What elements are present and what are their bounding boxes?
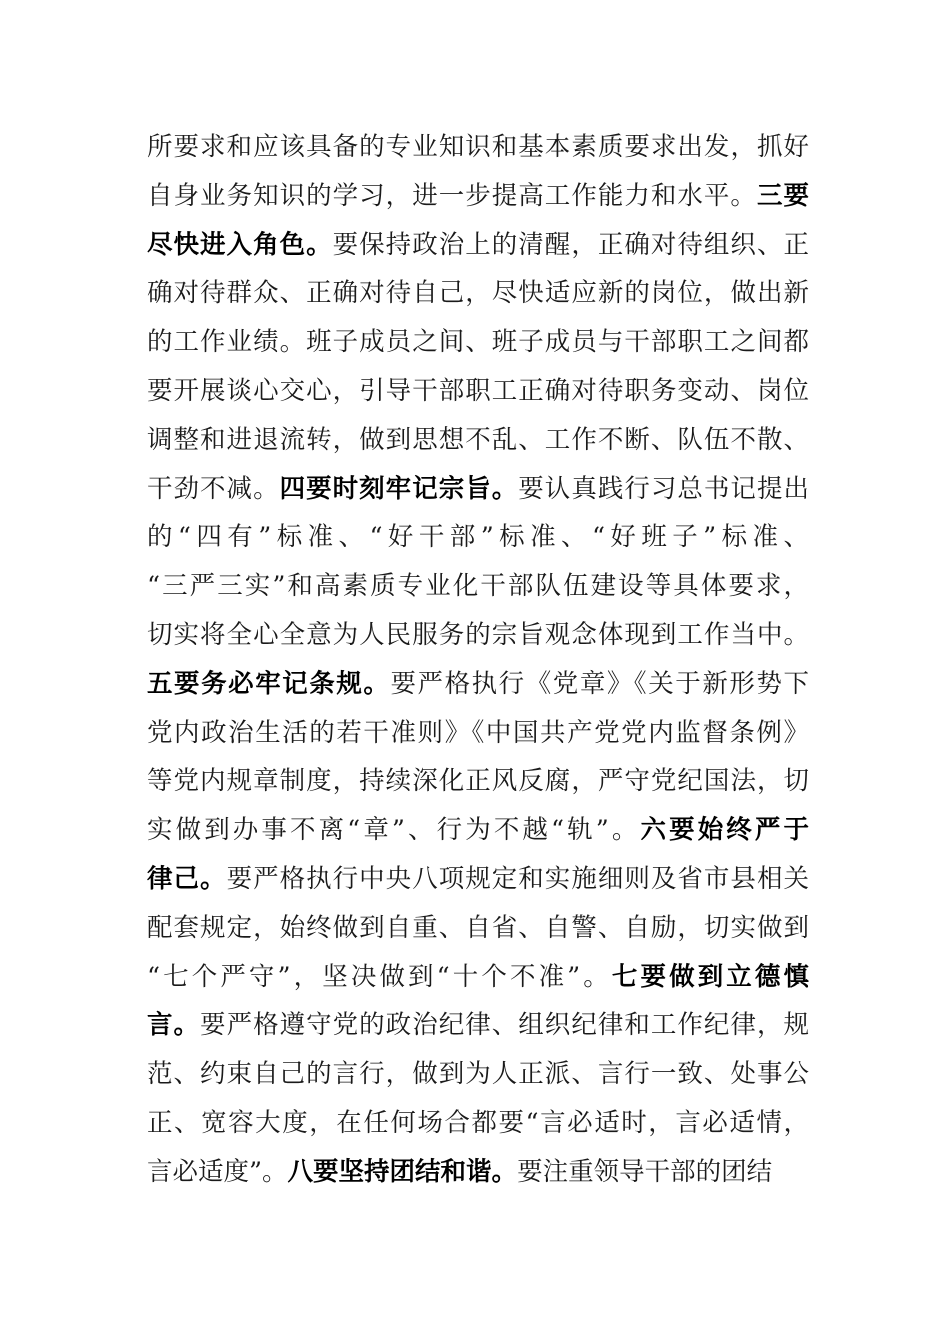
body-text-run: 要严格执行《党章》《关于新形势下 [390,668,809,699]
body-text-run: 配套规定，始终做到自重、自省、自警、自励，切实做到 [147,912,809,943]
text-line [147,562,809,611]
bold-heading-text: 六要始终严于 [640,815,809,846]
bold-heading-text: 四要时刻牢记宗旨。 [279,473,519,504]
text-line [147,757,809,806]
text-line [147,221,809,270]
text-line [147,269,809,318]
text-line [147,611,809,660]
body-text-run: 实做到办事不离“章”、行为不越“轨”。 [147,815,641,846]
body-text-run: 的“四有”标准、“好干部”标准、“好班子”标准、 [147,522,809,553]
body-text-run: 要严格遵守党的政治纪律、组织纪律和工作纪律，规 [200,1010,809,1041]
text-line [147,806,809,855]
body-text-run: “七个严守”，坚决做到“十个不准”。 [147,961,612,992]
text-line [147,123,809,172]
text-line [147,318,809,367]
body-text-run: 范、约束自己的言行，做到为人正派、言行一致、处事公 [147,1059,809,1090]
text-line [147,1148,809,1197]
text-line [147,855,809,904]
text-line [147,904,809,953]
bold-heading-text: 尽快进入角色。 [147,229,333,260]
body-text-run: 正、宽容大度，在任何场合都要“言必适时，言必适情， [147,1107,809,1138]
bold-heading-text: 七要做到立德慎 [611,961,809,992]
body-text-run: 切实将全心全意为人民服务的宗旨观念体现到工作当中。 [147,619,809,650]
body-text-run: 要保持政治上的清醒，正确对待组织、正 [332,229,809,260]
body-text-run: 要开展谈心交心，引导干部职工正确对待职务变动、岗位 [147,375,809,406]
body-text-run: 自身业务知识的学习，进一步提高工作能力和水平。 [147,180,757,211]
text-line [147,1001,809,1050]
body-text [147,123,809,1197]
body-text-run: 的工作业绩。班子成员之间、班子成员与干部职工之间都 [147,327,809,358]
body-text-run: 调整和进退流转，做到思想不乱、工作不断、队伍不散、 [147,424,809,455]
text-line [147,1099,809,1148]
body-text-run: 干劲不减。 [147,473,280,504]
body-text-run: 确对待群众、正确对待自己，尽快适应新的岗位，做出新 [147,278,809,309]
bold-heading-text: 五要务必牢记条规。 [147,668,391,699]
text-line [147,709,809,758]
text-line [147,1050,809,1099]
text-line [147,513,809,562]
body-text-run: 言必适度”。 [147,1156,288,1187]
body-text-run: 要认真践行习总书记提出 [518,473,809,504]
bold-heading-text: 律己。 [147,863,227,894]
body-text-run: 党内政治生活的若干准则》《中国共产党党内监督条例》 [147,717,809,748]
body-text-run: 等党内规章制度，持续深化正风反腐，严守党纪国法，切 [147,766,809,797]
body-text-run: “三严三实”和高素质专业化干部队伍建设等具体要求， [147,571,809,602]
body-text-run: 要注重领导干部的团结 [517,1156,773,1187]
body-text-run: 要严格执行中央八项规定和实施细则及省市县相关 [226,863,809,894]
bold-heading-text: 八要坚持团结和谐。 [287,1156,518,1187]
text-line [147,367,809,416]
text-line [147,660,809,709]
bold-heading-text: 言。 [147,1010,201,1041]
bold-heading-text: 三要 [756,180,809,211]
text-line [147,465,809,514]
text-line [147,953,809,1002]
text-line [147,172,809,221]
body-text-run: 所要求和应该具备的专业知识和基本素质要求出发，抓好 [147,132,809,162]
text-line [147,416,809,465]
